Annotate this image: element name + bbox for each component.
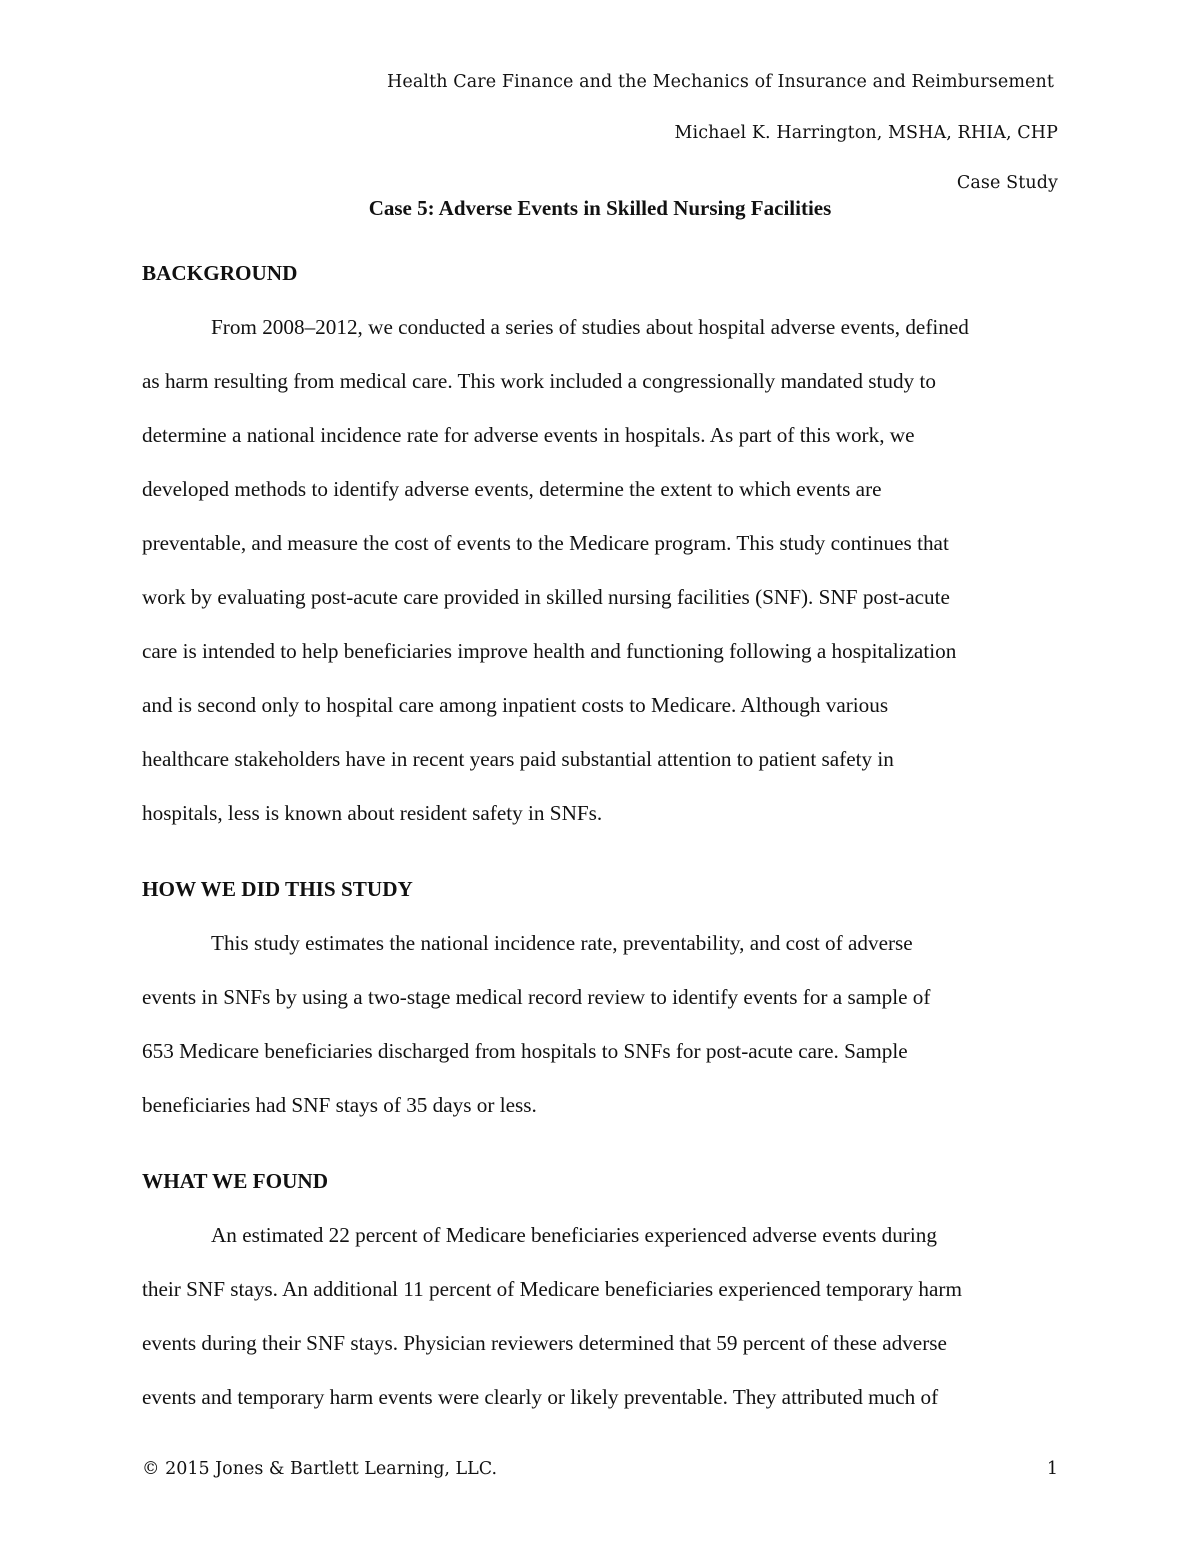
header-course-title: Health Care Finance and the Mechanics of Insurance and Reimbursement: [387, 72, 1054, 92]
paragraph-line: their SNF stays. An additional 11 percent of Medicare beneficiaries experienced temporary harm: [142, 1277, 962, 1301]
paragraph-line: events during their SNF stays. Physician reviewers determined that 59 percent of these adverse: [142, 1331, 947, 1355]
paragraph-line: determine a national incidence rate for adverse events in hospitals. As part of this work, we: [142, 423, 915, 447]
section-gap: [142, 840, 1062, 862]
paragraph-line: work by evaluating post-acute care provided in skilled nursing facilities (SNF). SNF post-acute: [142, 585, 950, 609]
paragraph-line: hospitals, less is known about resident safety in SNFs.: [142, 801, 603, 825]
footer-copyright: © 2015 Jones & Bartlett Learning, LLC.: [142, 1459, 498, 1479]
section-heading-background: BACKGROUND: [142, 261, 298, 285]
paragraph-line: events in SNFs by using a two-stage medical record review to identify events for a sample of: [142, 985, 931, 1009]
paragraph-line: preventable, and measure the cost of events to the Medicare program. This study continues that: [142, 531, 949, 555]
section-heading-how-we-did-this-study: HOW WE DID THIS STUDY: [142, 877, 413, 901]
paragraph-line: events and temporary harm events were clearly or likely preventable. They attributed much of: [142, 1385, 939, 1409]
section-gap: [142, 1132, 1062, 1154]
document-body: [142, 246, 1062, 1424]
header-doc-type: Case Study: [956, 173, 1058, 193]
footer-page-number: 1: [1046, 1459, 1058, 1479]
document-title: Case 5: Adverse Events in Skilled Nursing Facilities: [368, 196, 832, 220]
paragraph-line: healthcare stakeholders have in recent years paid substantial attention to patient safety in: [142, 747, 894, 771]
paragraph-line: This study estimates the national incidence rate, preventability, and cost of adverse: [211, 931, 913, 955]
paragraph-line: care is intended to help beneficiaries improve health and functioning following a hospitalization: [142, 639, 957, 663]
paragraph-line: and is second only to hospital care among inpatient costs to Medicare. Although various: [142, 693, 889, 717]
section-heading-what-we-found: WHAT WE FOUND: [142, 1169, 328, 1193]
paragraph-line: From 2008–2012, we conducted a series of studies about hospital adverse events, defined: [211, 315, 969, 339]
paragraph-line: beneficiaries had SNF stays of 35 days or less.: [142, 1093, 537, 1117]
paragraph-line: as harm resulting from medical care. This work included a congressionally mandated study to: [142, 369, 936, 393]
header-author: Michael K. Harrington, MSHA, RHIA, CHP: [674, 123, 1058, 143]
paragraph-line: An estimated 22 percent of Medicare beneficiaries experienced adverse events during: [211, 1223, 937, 1247]
paragraph-line: developed methods to identify adverse events, determine the extent to which events are: [142, 477, 882, 501]
paragraph-line: 653 Medicare beneficiaries discharged from hospitals to SNFs for post-acute care. Sample: [142, 1039, 908, 1063]
